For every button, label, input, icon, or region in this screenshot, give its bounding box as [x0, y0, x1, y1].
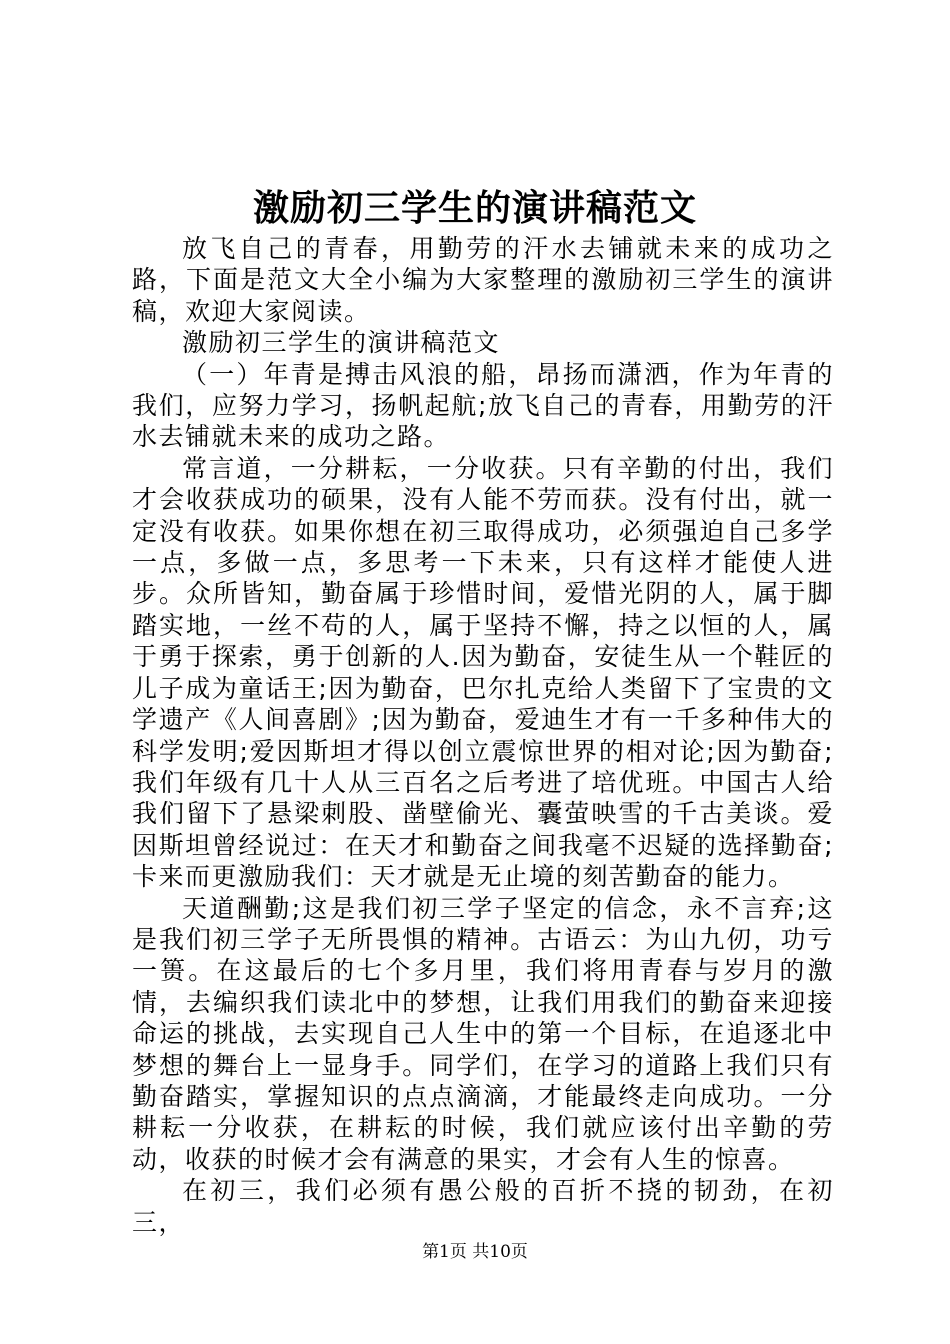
paragraph-heaven-rewards: 天道酬勤;这是我们初三学子坚定的信念，永不言弃;这是我们初三学子无所畏惧的精神。古语云：为山九仞，功亏一篑。在这最后的七个多月里，我们将用青春与岁月的激情，去编织我们读北中的梦想，让我们用我们的勤奋来迎接命运的挑战，去实现自己人生中的第一个目标，在追逐北中梦想的舞台上一显身手。同学们，在学习的道路上我们只有勤奋踏实，掌握知识的点点滴滴，才能最终走向成功。一分耕耘一分收获，在耕耘的时候，我们就应该付出辛勤的劳动，收获的时候才会有满意的果实，才会有人生的惊喜。 [132, 893, 834, 1174]
paragraph-diligence: 常言道，一分耕耘，一分收获。只有辛勤的付出，我们才会收获成功的硕果，没有人能不劳而获。没有付出，就一定没有收获。如果你想在初三取得成功，必须强迫自己多学一点，多做一点，多思考一下未来，只有这样才能使人进步。众所皆知，勤奋属于珍惜时间，爱惜光阴的人，属于脚踏实地，一丝不苟的人，属于坚持不懈，持之以恒的人，属于勇于探索，勇于创新的人.因为勤奋，安徒生从一个鞋匠的儿子成为童话王;因为勤奋，巴尔扎克给人类留下了宝贵的文学遗产《人间喜剧》;因为勤奋，爱迪生才有一千多种伟大的科学发明;爱因斯坦才得以创立震惊世界的相对论;因为勤奋;我们年级有几十人从三百名之后考进了培优班。中国古人给我们留下了悬梁刺股、凿壁偷光、囊萤映雪的千古美谈。爱因斯坦曾经说过：在天才和勤奋之间我毫不迟疑的选择勤奋;卡来而更激励我们：天才就是无止境的刻苦勤奋的能力。 [132, 453, 834, 892]
document-body [132, 233, 834, 1238]
page-number-footer: 第1页 共10页 [422, 1242, 528, 1262]
paragraph-continued: 在初三，我们必须有愚公般的百折不挠的韧劲，在初三， [132, 1176, 834, 1237]
paragraph-intro: 放飞自己的青春，用勤劳的汗水去铺就未来的成功之路，下面是范文大全小编为大家整理的激励初三学生的演讲稿，欢迎大家阅读。 [132, 234, 834, 326]
document-title: 激励初三学生的演讲稿范文 [252, 187, 697, 229]
paragraph-section-one: （一）年青是搏击风浪的船，昂扬而潇洒，作为年青的我们，应努力学习，扬帆起航;放飞自己的青春，用勤劳的汗水去铺就未来的成功之路。 [132, 359, 834, 452]
paragraph-subtitle: 激励初三学生的演讲稿范文 [182, 328, 501, 358]
